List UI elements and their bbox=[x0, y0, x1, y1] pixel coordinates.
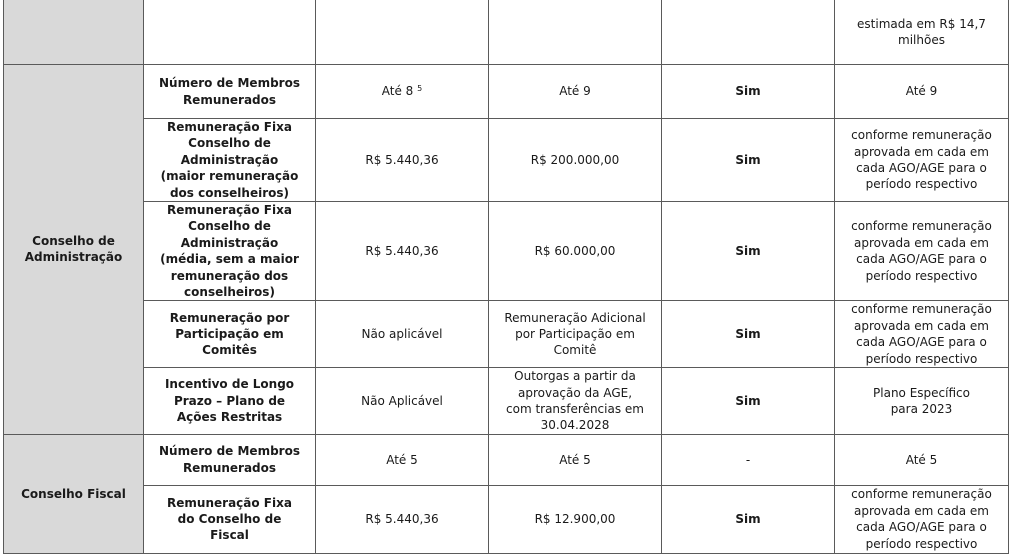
cell-value: Até 5 bbox=[316, 434, 489, 485]
cell-approval: - bbox=[662, 434, 835, 485]
row-label: Remuneração Fixa Conselho de Administração (maior remuneração dos conselheiros) bbox=[144, 119, 316, 202]
cell-empty bbox=[489, 0, 662, 65]
cell-value: Até 5 bbox=[489, 434, 662, 485]
table-row bbox=[4, 202, 1009, 301]
row-label: Remuneração Fixa do Conselho de Fiscal bbox=[144, 485, 316, 553]
cell-value: Até 5 bbox=[835, 434, 1009, 485]
cell-value: Até 8 $^5$ bbox=[316, 65, 489, 119]
cell-approval: Sim bbox=[662, 119, 835, 202]
cell-value: Plano Específico para 2023 bbox=[835, 368, 1009, 435]
cell-value: Outorgas a partir da aprovação da AGE, com transferências em 30.04.2028 bbox=[489, 368, 662, 435]
label-cell-empty bbox=[144, 0, 316, 65]
cell-empty bbox=[662, 0, 835, 65]
cell-value: R$ 5.440,36 bbox=[316, 119, 489, 202]
cell-value: Não aplicável bbox=[316, 301, 489, 368]
cell-value: conforme remuneração aprovada em cada em cada AGO/AGE para o período respectivo bbox=[835, 301, 1009, 368]
cell-value: R$ 5.440,36 bbox=[316, 485, 489, 553]
cell-empty bbox=[316, 0, 489, 65]
table-row bbox=[4, 434, 1009, 485]
cell-estimate: estimada em R$ 14,7 milhões bbox=[835, 0, 1009, 65]
table-row bbox=[4, 368, 1009, 435]
cell-value: Até 9 bbox=[835, 65, 1009, 119]
row-label: Número de Membros Remunerados bbox=[144, 434, 316, 485]
table-row bbox=[4, 301, 1009, 368]
table-row bbox=[4, 119, 1009, 202]
row-label: Incentivo de Longo Prazo – Plano de Ações Restritas bbox=[144, 368, 316, 435]
cell-approval: Sim bbox=[662, 368, 835, 435]
cell-value: R$ 12.900,00 bbox=[489, 485, 662, 553]
compensation-table bbox=[3, 0, 1009, 554]
cell-value: Até 9 bbox=[489, 65, 662, 119]
group-label-conselho-administracao: Conselho de Administração bbox=[4, 65, 144, 435]
table-row-continuation bbox=[4, 0, 1009, 65]
table-row bbox=[4, 485, 1009, 553]
row-label: Remuneração Fixa Conselho de Administração (média, sem a maior remuneração dos conselheiros) bbox=[144, 202, 316, 301]
cell-value: Não Aplicável bbox=[316, 368, 489, 435]
cell-value: conforme remuneração aprovada em cada em cada AGO/AGE para o período respectivo bbox=[835, 202, 1009, 301]
group-cell-empty bbox=[4, 0, 144, 65]
footnote-marker: 5 bbox=[417, 84, 423, 94]
cell-value: R$ 200.000,00 bbox=[489, 119, 662, 202]
table-row bbox=[4, 65, 1009, 119]
cell-value: conforme remuneração aprovada em cada em cada AGO/AGE para o período respectivo bbox=[835, 485, 1009, 553]
cell-approval: Sim bbox=[662, 301, 835, 368]
group-label-conselho-fiscal: Conselho Fiscal bbox=[4, 434, 144, 553]
cell-value: R$ 60.000,00 bbox=[489, 202, 662, 301]
cell-value: Remuneração Adicional por Participação em Comitê bbox=[489, 301, 662, 368]
row-label: Número de Membros Remunerados bbox=[144, 65, 316, 119]
cell-approval: Sim bbox=[662, 485, 835, 553]
cell-value: conforme remuneração aprovada em cada em cada AGO/AGE para o período respectivo bbox=[835, 119, 1009, 202]
row-label: Remuneração por Participação em Comitês bbox=[144, 301, 316, 368]
cell-approval: Sim bbox=[662, 202, 835, 301]
cell-approval: Sim bbox=[662, 65, 835, 119]
cell-value: R$ 5.440,36 bbox=[316, 202, 489, 301]
